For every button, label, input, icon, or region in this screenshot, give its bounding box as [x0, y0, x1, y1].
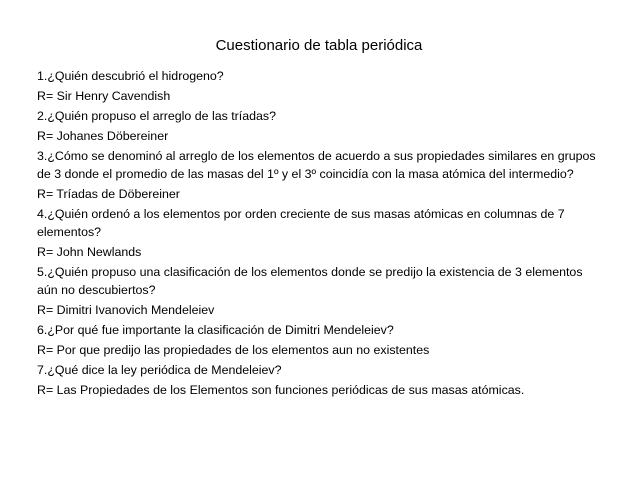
answer-3: R= Tríadas de Döbereiner — [37, 187, 180, 201]
answer-1: R= Sir Henry Cavendish — [37, 89, 171, 103]
answer-7: R= Las Propiedades de los Elementos son funciones periódicas de sus masas atómicas. — [37, 383, 525, 397]
question-2: 2.¿Quién propuso el arreglo de las tríadas? — [37, 109, 277, 123]
answer-6: R= Por que predijo las propiedades de los elementos aun no existentes — [37, 343, 430, 357]
answer-4: R= John Newlands — [37, 245, 142, 259]
question-7: 7.¿Qué dice la ley periódica de Mendeleiev? — [37, 363, 282, 377]
answer-2: R= Johanes Döbereiner — [37, 129, 169, 143]
question-6: 6.¿Por qué fue importante la clasificación de Dimitri Mendeleiev? — [37, 323, 394, 337]
question-4: 4.¿Quién ordenó a los elementos por orden creciente de sus masas atómicas en columnas de 7 elementos? — [37, 207, 565, 239]
question-3: 3.¿Cómo se denominó al arreglo de los elementos de acuerdo a sus propiedades similares en grupos de 3 donde el promedio de las masas del 1º y el 3º coincidía con la masa atómica del intermedio? — [37, 149, 596, 181]
slide-body — [37, 67, 597, 401]
question-5: 5.¿Quién propuso una clasificación de los elementos donde se predijo la existencia de 3 elementos aún no descubiertos? — [37, 265, 583, 297]
slide-title: Cuestionario de tabla periódica — [215, 37, 423, 54]
question-1: 1.¿Quién descubrió el hidrogeno? — [37, 69, 224, 83]
answer-5: R= Dimitri Ivanovich Mendeleiev — [37, 303, 215, 317]
